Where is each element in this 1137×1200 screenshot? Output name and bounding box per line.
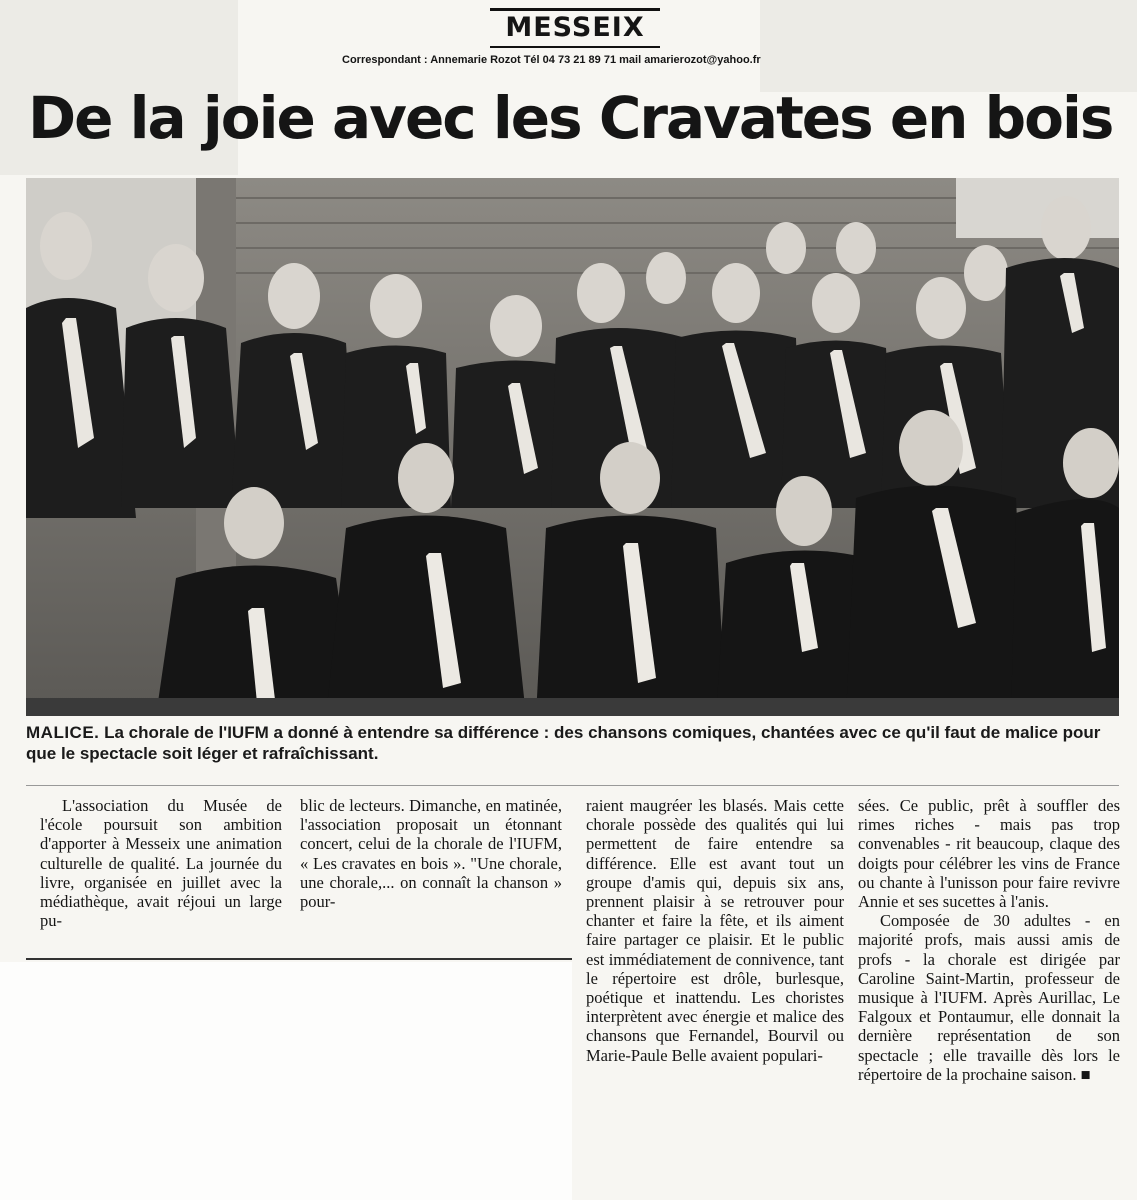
- photo-caption: [26, 722, 1119, 764]
- article-column-1: [40, 796, 282, 930]
- article-paragraph: raient maugréer les blasés. Mais cette chorale possède des qualités qui lui permettent de faire entendre sa différence. Elle est avant tout un groupe d'amis qui, depuis six ans, prennent plaisir à se retrouver pour chanter et faire la fête, et ils aiment faire partager ce plaisir. Et le public est immédiatement de connivence, tant le répertoire est drôle, burlesque, poétique et inattendu. Les choristes interprètent avec énergie et malice des chansons que Fernandel, Bourvil ou Marie-Paule Belle avaient populari-: [586, 796, 844, 1065]
- choir-group-photo-icon: [26, 178, 1119, 716]
- article-paragraph: blic de lecteurs. Dimanche, en matinée, l'association proposait un étonnant concert, celui de la chorale de l'IUFM, « Les cravates en bois ». "Une chorale, une chorale,... on connaît la chanson » pour-: [300, 796, 562, 912]
- column-end-rule: [26, 958, 572, 960]
- caption-kicker: MALICE.: [26, 723, 100, 742]
- article-paragraph: Composée de 30 adultes - en majorité profs, mais aussi amis de profs - la chorale est dirigée par Caroline Saint-Martin, professeur de musique à l'IUFM. Après Aurillac, Le Falgoux et Pontaumur, elle donnait la dernière représentation de son spectacle ; elle travaille dès lors le répertoire de la prochaine saison. ■: [858, 911, 1120, 1084]
- article-column-4: [858, 796, 1120, 1084]
- caption-rule: [26, 785, 1119, 786]
- article-column-2: [300, 796, 562, 911]
- article-headline: De la joie avec les Cravates en bois: [28, 84, 1113, 152]
- choir-group-photo: [26, 178, 1119, 716]
- section-rubric: MESSEIX: [490, 8, 660, 48]
- correspondent-line: Correspondant : Annemarie Rozot Tél 04 73 21 89 71 mail amarierozot@yahoo.fr: [342, 54, 761, 66]
- article-paragraph: sées. Ce public, prêt à souffler des rimes riches - mais pas trop convenables - rit beaucoup, claque des doigts pour célébrer les vins de France ou chante à l'unisson pour faire revivre Annie et ses sucettes à l'anis.: [858, 796, 1120, 912]
- caption-text: La chorale de l'IUFM a donné à entendre sa différence : des chansons comiques, chantées avec ce qu'il faut de malice pour que le spectacle soit léger et rafraîchissant.: [26, 723, 1101, 763]
- blank-area: [0, 962, 572, 1200]
- article-column-3: [586, 796, 844, 1065]
- article-paragraph: L'association du Musée de l'école poursuit son ambition d'apporter à Messeix une animation culturelle de qualité. La journée du livre, organisée en juillet avec la médiathèque, avait réjoui un large pu-: [40, 796, 282, 931]
